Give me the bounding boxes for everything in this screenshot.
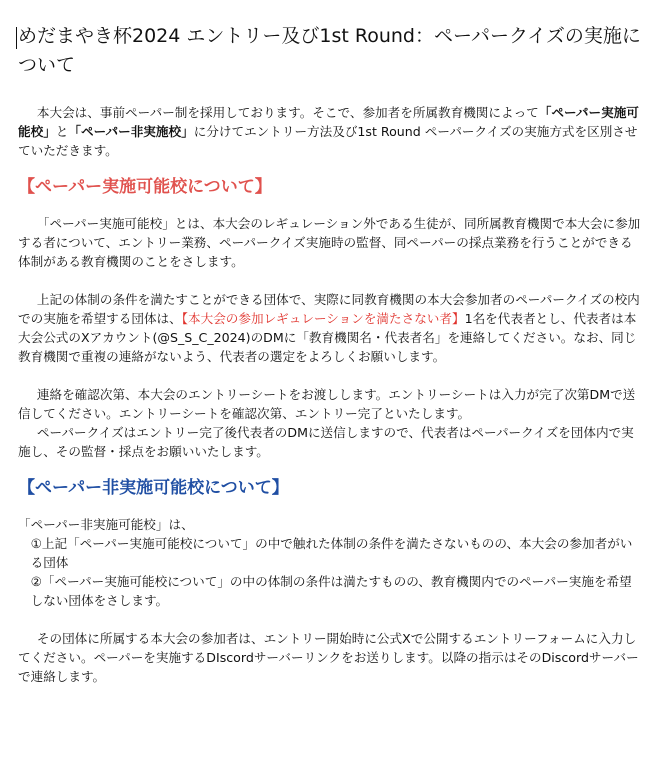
section2-item-2: ②「ペーパー実施可能校について」の中の体制の条件は満たすものの、教育機関内でのペーパー実施を希望しない団体をさします。: [30, 574, 632, 608]
section1-paragraph-4: ペーパークイズはエントリー完了後代表者のDMに送信しますので、代表者はペーパークイズを団体内で実施し、その監督・採点をお願いいたします。: [18, 425, 634, 459]
section1-p2-text-b: 1名を代表者とし、代表者は本大会公式のXアカウント(@S_S_C_2024)のDMに「教育機関名・代表者名」を連絡してください。なお、同じ教育機関で重複の連絡がないよう、代表者の選定をよろしくお願いします。: [18, 311, 637, 364]
section2-paragraph-1: その団体に所属する本大会の参加者は、エントリー開始時に公式Xで公開するエントリーフォームに入力してください。ペーパーを実施するDIscordサーバーリンクをお送りします。以降の指示はそのDiscordサーバーで連絡します。: [18, 631, 639, 684]
section1-p2-red-text: 【本大会の参加レギュレーションを満たさない者】: [181, 311, 465, 326]
section1-paragraph-1: 「ペーパー実施可能校」とは、本大会のレギュレーション外である生徒が、同所属教育機関で本大会に参加する者について、エントリー業務、ペーパークイズ実施時の監督、同ペーパーの採点業務を行うことができる体制がある教育機関のことをさします。: [18, 216, 641, 269]
section1-paragraph-3: 連絡を確認次第、本大会のエントリーシートをお渡しします。エントリーシートは入力が完了次第DMで送信してください。エントリーシートを確認次第、エントリー完了といたします。: [18, 387, 636, 421]
section1-paragraph-2: [18, 290, 644, 366]
document-title-text: めだまやき杯2024 エントリー及び1st Round：ペーパークイズの実施について: [18, 25, 641, 76]
document-page: [18, 22, 644, 686]
section2-lead: 「ペーパー非実施可能校」は、: [18, 517, 194, 532]
intro-text-3: に分けてエントリー方法及び1st Round ペーパークイズの実施方式を区別させていただきます。: [18, 124, 638, 158]
intro-bold-1: 「ペーパー実施可能校」: [18, 105, 639, 139]
intro-text-1: 本大会は、事前ペーパー制を採用しております。そこで、参加者を所属教育機関によって: [36, 105, 539, 120]
intro-text-2: と: [55, 124, 69, 139]
section2-heading: 【ペーパー非実施可能校について】: [18, 478, 289, 498]
section1-p2-text-a: 上記の体制の条件を満たすことができる団体で、実際に同教育機関の本大会参加者のペーパークイズの校内での実施を希望する団体は、: [18, 292, 640, 326]
document-title[interactable]: [18, 22, 644, 80]
text-cursor: [16, 27, 17, 49]
section2-item-1: ①上記「ペーパー実施可能校について」の中で触れた体制の条件を満たさないものの、本大会の参加者がいる団体: [30, 536, 633, 570]
section1-heading: 【ペーパー実施可能校について】: [18, 177, 272, 197]
intro-paragraph: [18, 103, 644, 160]
intro-bold-2: 「ペーパー非実施校」: [68, 124, 194, 139]
